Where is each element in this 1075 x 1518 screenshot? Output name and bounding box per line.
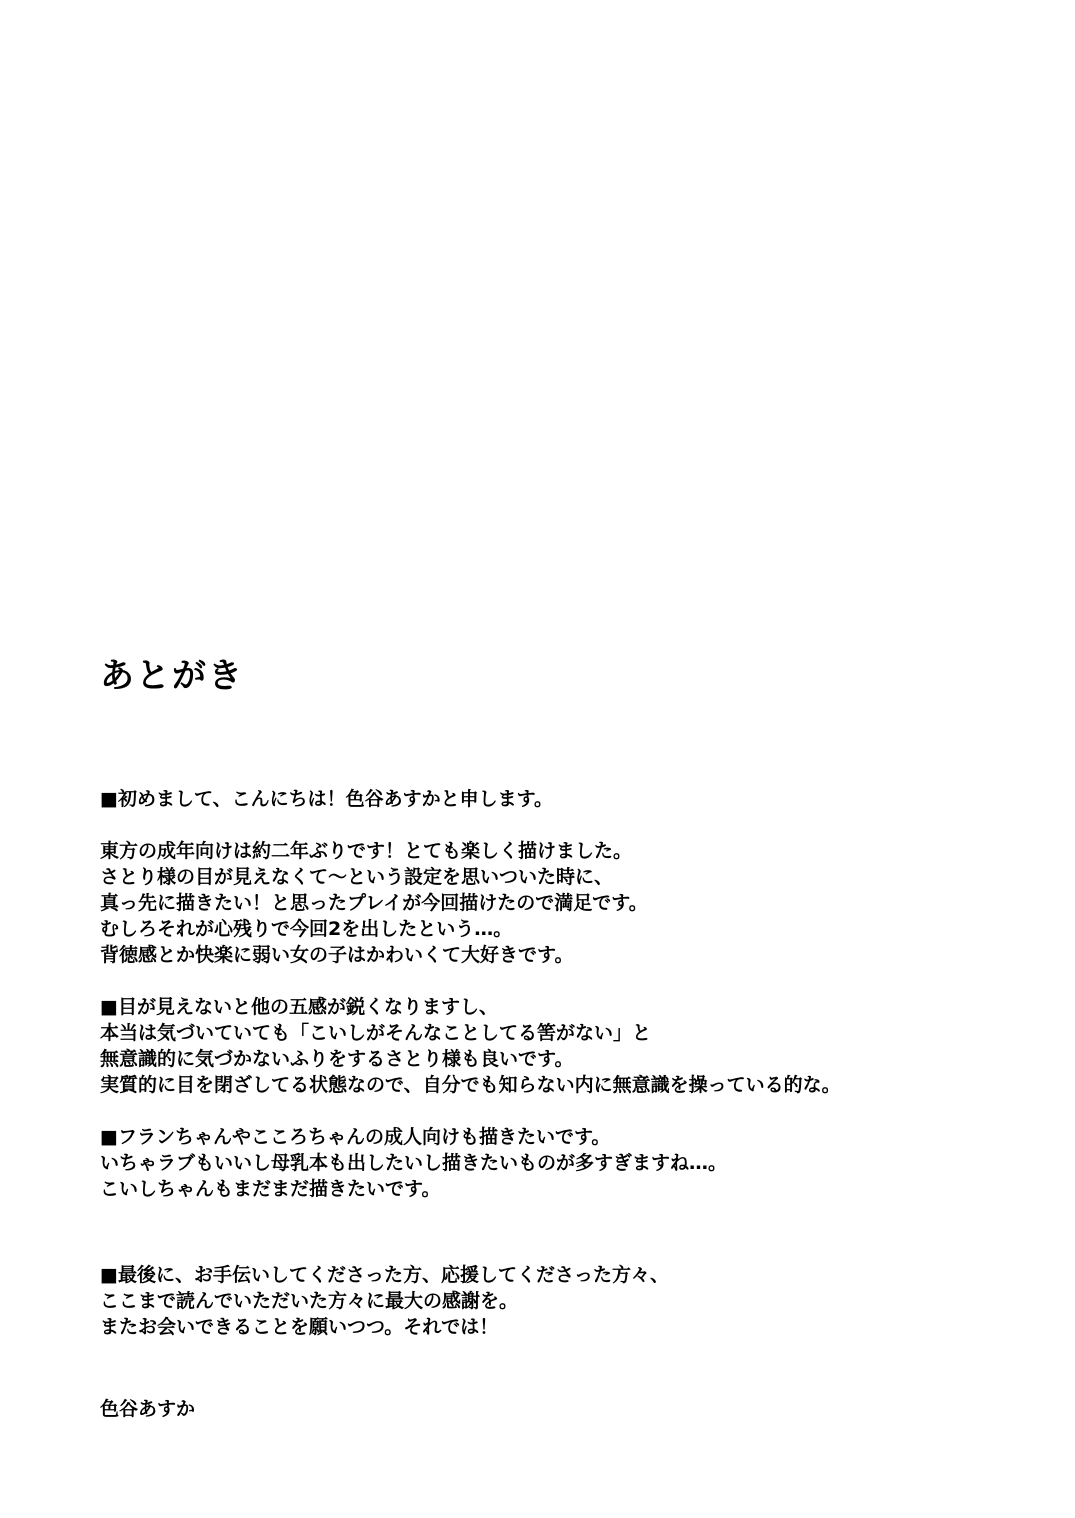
text-line: むしろそれが心残りで今回2を出したという…。 — [100, 918, 513, 940]
text-line: ■フランちゃんやこころちゃんの成人向けも描きたいです。 — [100, 1126, 611, 1148]
text-line: ■最後に、お手伝いしてくださった方、応援してくださった方々、 — [100, 1264, 669, 1286]
text-line: またお会いできることを願いつつ。それでは！ — [100, 1316, 499, 1338]
text-line: さとり様の目が見えなくて〜という設定を思いついた時に、 — [100, 866, 614, 888]
text-line: ここまで読んでいただいた方々に最大の感謝を。 — [100, 1290, 519, 1312]
author-signature: 色谷あすか — [100, 1398, 196, 1420]
text-line: いちゃラブもいいし母乳本も出したいし描きたいものが多すぎますね…。 — [100, 1152, 728, 1174]
text-line: 実質的に目を閉ざしてる状態なので、自分でも知らない内に無意識を操っている的な。 — [100, 1074, 841, 1096]
text-line: こいしちゃんもまだまだ描きたいです。 — [100, 1178, 441, 1200]
text-line: ■目が見えないと他の五感が鋭くなりますし、 — [100, 996, 498, 1018]
text-line: 東方の成年向けは約二年ぶりです！とても楽しく描けました。 — [100, 840, 633, 862]
text-line: 真っ先に描きたい！と思ったプレイが今回描けたので満足です。 — [100, 892, 648, 914]
text-line: 本当は気づいていても「こいしがそんなことしてる筈がない」と — [100, 1022, 652, 1044]
page-title: あとがき — [100, 656, 244, 696]
text-line: 背徳感とか快楽に弱い女の子はかわいくて大好きです。 — [100, 944, 574, 966]
text-line: 無意識的に気づかないふりをするさとり様も良いです。 — [100, 1048, 574, 1070]
text-line: ■初めまして、こんにちは！色谷あすかと申します。 — [100, 788, 554, 810]
